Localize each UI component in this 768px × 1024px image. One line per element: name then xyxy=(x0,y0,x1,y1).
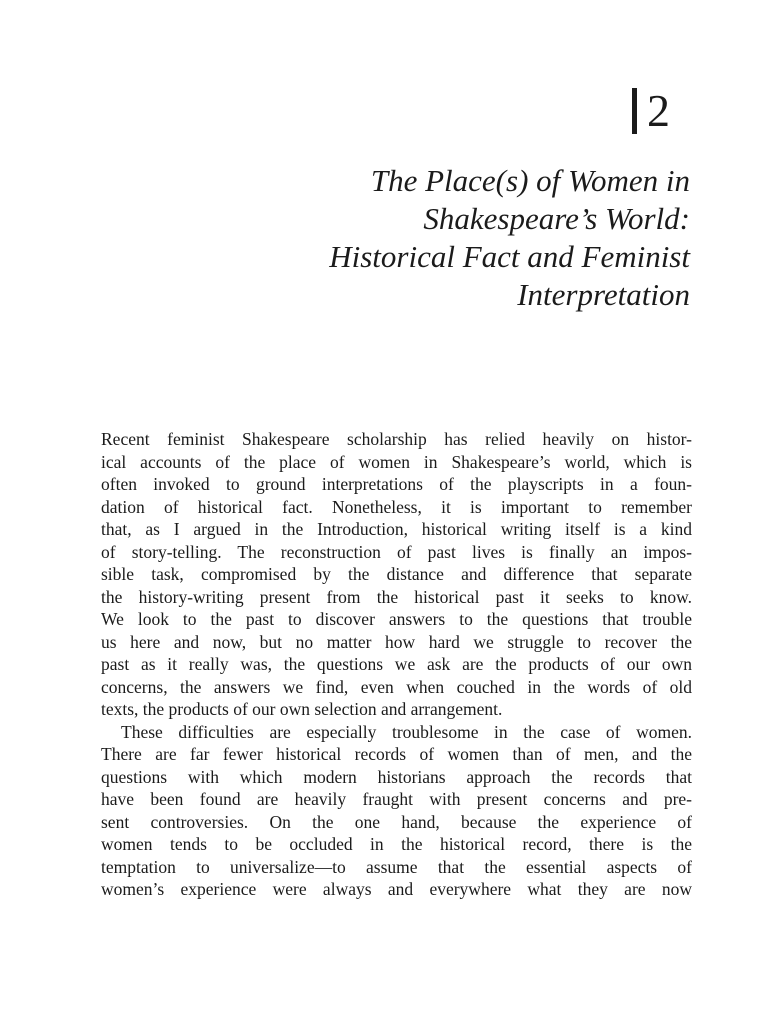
text-line: temptation to universalize—to assume that the essential aspects of xyxy=(101,856,692,877)
text-line: the history-writing present from the historical past it seeks to know. xyxy=(101,586,692,607)
text-line: questions with which modern historians approach the records that xyxy=(101,766,692,787)
chapter-title-line: Historical Fact and Feminist xyxy=(329,239,690,274)
text-line: There are far fewer historical records of women than of men, and the xyxy=(101,744,692,764)
text-line: women tends to be occluded in the historical record, there is the xyxy=(101,834,692,854)
chapter-title-line: The Place(s) of Women in xyxy=(370,163,690,198)
text-line: concerns, the answers we find, even when couched in the words of old xyxy=(101,676,692,697)
text-line: Recent feminist Shakespeare scholarship has relied heavily on histor- xyxy=(101,429,692,449)
body-text xyxy=(101,428,692,901)
text-line: We look to the past to discover answers to the questions that trouble xyxy=(101,609,692,629)
text-line: us here and now, but no matter how hard we struggle to recover the xyxy=(101,631,692,652)
paragraph xyxy=(101,428,692,721)
paragraph xyxy=(101,721,692,901)
text-line: These difficulties are especially troublesome in the case of women. xyxy=(121,721,692,742)
chapter-number-digit: 2 xyxy=(647,85,670,136)
text-line: often invoked to ground interpretations of the playscripts in a foun- xyxy=(101,474,692,494)
text-line: ical accounts of the place of women in Shakespeare’s world, which is xyxy=(101,451,692,472)
chapter-title-line: Interpretation xyxy=(517,277,690,312)
text-line: texts, the products of our own selection and arrangement. xyxy=(101,699,503,719)
chapter-title-line: Shakespeare’s World: xyxy=(423,201,690,236)
text-line: sent controversies. On the one hand, because the experience of xyxy=(101,811,692,832)
chapter-number xyxy=(632,85,670,136)
text-line: have been found are heavily fraught with present concerns and pre- xyxy=(101,789,692,809)
text-line: past as it really was, the questions we ask are the products of our own xyxy=(101,654,692,674)
text-line: sible task, compromised by the distance and difference that separate xyxy=(101,564,692,584)
chapter-number-rule xyxy=(632,88,637,134)
text-line: of story-telling. The reconstruction of past lives is finally an impos- xyxy=(101,541,692,562)
text-line: women’s experience were always and everywhere what they are now xyxy=(101,879,692,899)
text-line: that, as I argued in the Introduction, historical writing itself is a kind xyxy=(101,519,692,539)
text-line: dation of historical fact. Nonetheless, it is important to remember xyxy=(101,496,692,517)
chapter-title xyxy=(230,162,690,314)
